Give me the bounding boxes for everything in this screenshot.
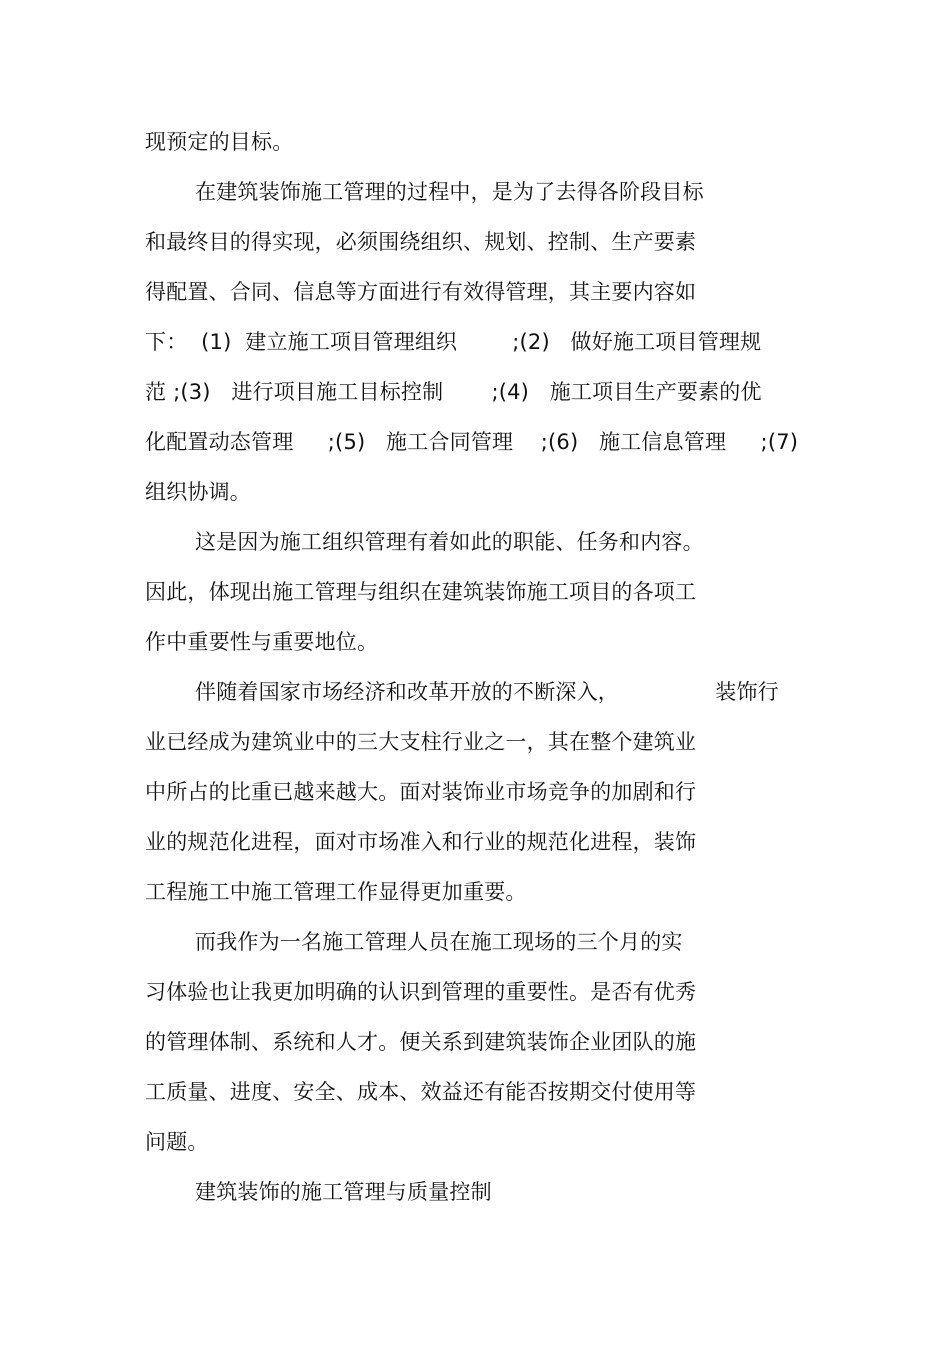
text-line: 作中重要性与重要地位。 (145, 630, 379, 654)
text-line: 因此，体现出施工管理与组织在建筑装饰施工项目的各项工 (145, 580, 697, 604)
text-line: 范 ;(3) 进行项目施工目标控制 ;(4) 施工项目生产要素的优 (145, 380, 762, 404)
text-line: 下： (1) 建立施工项目管理组织 ;(2) 做好施工项目管理规 (145, 330, 762, 354)
text-line: 问题。 (145, 1130, 209, 1154)
text-line: 化配置动态管理 ;(5) 施工合同管理 ;(6) 施工信息管理 ;(7) (145, 430, 799, 454)
text-line: 习体验也让我更加明确的认识到管理的重要性。是否有优秀 (145, 980, 697, 1004)
text-line: 业已经成为建筑业中的三大支柱行业之一，其在整个建筑业 (145, 730, 697, 754)
text-line: 组织协调。 (145, 480, 251, 504)
paragraph-first-line: 而我作为一名施工管理人员在施工现场的三个月的实 (195, 930, 683, 954)
text-line: 中所占的比重已越来越大。面对装饰业市场竞争的加剧和行 (145, 780, 697, 804)
text-line: 工程施工中施工管理工作显得更加重要。 (145, 880, 527, 904)
paragraph-first-line: 伴随着国家市场经济和改革开放的不断深入， 装饰行 (195, 680, 779, 704)
text-line: 现预定的目标。 (145, 130, 294, 154)
section-heading: 建筑装饰的施工管理与质量控制 (195, 1180, 492, 1204)
text-line: 工质量、进度、安全、成本、效益还有能否按期交付使用等 (145, 1080, 697, 1104)
text-line: 得配置、合同、信息等方面进行有效得管理，其主要内容如 (145, 280, 697, 304)
text-line: 的管理体制、系统和人才。便关系到建筑装饰企业团队的施 (145, 1030, 697, 1054)
text-line: 和最终目的得实现，必须围绕组织、规划、控制、生产要素 (145, 230, 697, 254)
text-line: 业的规范化进程，面对市场准入和行业的规范化进程，装饰 (145, 830, 697, 854)
paragraph-first-line: 这是因为施工组织管理有着如此的职能、任务和内容。 (195, 530, 704, 554)
paragraph-first-line: 在建筑装饰施工管理的过程中，是为了去得各阶段目标 (195, 180, 704, 204)
